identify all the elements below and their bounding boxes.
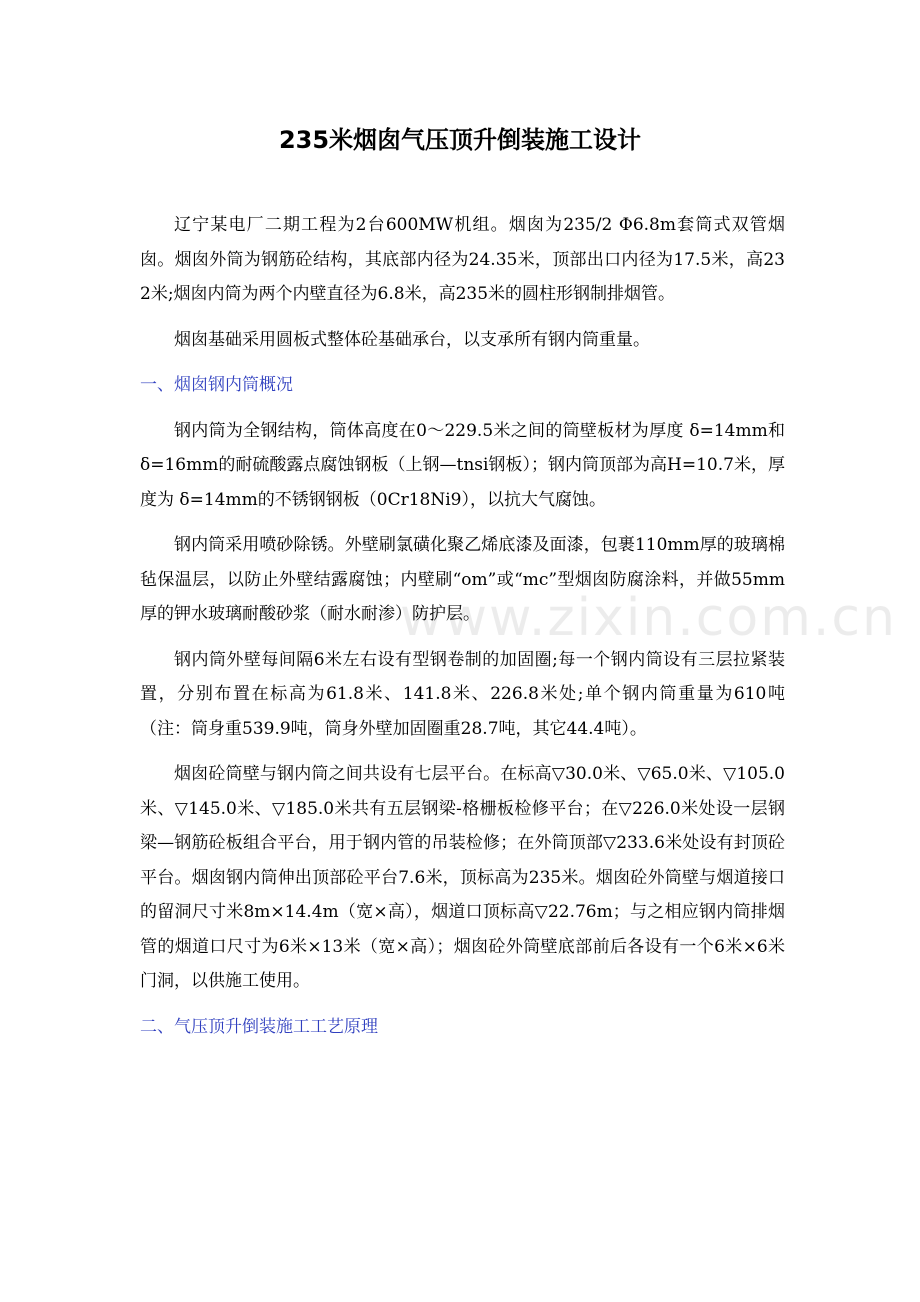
paragraph-foundation: 烟囱基础采用圆板式整体砼基础承台，以支承所有钢内筒重量。 bbox=[174, 329, 650, 350]
watermark: www.zixin.com.cn bbox=[400, 588, 897, 648]
paragraph-reinforcement: 钢内筒外壁每间隔6米左右设有型钢卷制的加固圈;每一个钢内筒设有三层拉紧装置，分别布置在标高为61.8米、141.8米、226.8米处;单个钢内筒重量为610吨（注：筒身重539.9吨，筒身外壁加固圈重28.7吨，其它44.4吨）。 bbox=[140, 649, 785, 739]
paragraph-overview: 辽宁某电厂二期工程为2台600MW机组。烟囱为235/2 Φ6.8m套筒式双管烟囱。烟囱外筒为钢筋砼结构，其底部内径为24.35米，顶部出口内径为17.5米，高232米;烟囱内筒为两个内壁直径为6.8米，高235米的圆柱形钢制排烟管。 bbox=[140, 215, 785, 304]
paragraph-anticorrosion: 钢内筒采用喷砂除锈。外壁刷氯磺化聚乙烯底漆及面漆，包裹110mm厚的玻璃棉毡保温层，以防止外壁结露腐蚀；内壁刷“om”或“mc”型烟囱防腐涂料，并做55mm厚的钾水玻璃耐酸砂浆（耐水耐渗）防护层。 bbox=[140, 535, 785, 624]
document-title: 235米烟囱气压顶升倒装施工设计 bbox=[278, 126, 642, 154]
paragraph-platforms: 烟囱砼筒壁与钢内筒之间共设有七层平台。在标高▽30.0米、▽65.0米、▽105.0米、▽145.0米、▽185.0米共有五层钢梁-格栅板检修平台；在▽226.0米处设一层钢梁—钢筋砼板组合平台，用于钢内管的吊装检修；在外筒顶部▽233.6米处设有封顶砼平台。烟囱钢内筒伸出顶部砼平台7.6米，顶标高为235米。烟囱砼外筒壁与烟道接口的留洞尺寸米8m×14.4m（宽×高），烟道口顶标高▽22.76m；与之相应钢内筒排烟管的烟道口尺寸为6米×13米（宽×高）；烟囱砼外筒壁底部前后各设有一个6米×6米门洞，以供施工使用。 bbox=[140, 764, 785, 991]
section-heading-1: 一、烟囱钢内筒概况 bbox=[140, 375, 293, 395]
document-body bbox=[140, 208, 785, 1055]
section-heading-2: 二、气压顶升倒装施工工艺原理 bbox=[140, 1016, 378, 1037]
paragraph-steel-structure: 钢内筒为全钢结构，筒体高度在0～229.5米之间的筒壁板材为厚度 δ=14mm和 δ=16mm的耐硫酸露点腐蚀钢板（上钢—tnsi钢板）；钢内筒顶部为高H=10.7米，厚度为 δ=14mm的不锈钢钢板（0Cr18Ni9），以抗大气腐蚀。 bbox=[140, 420, 785, 510]
